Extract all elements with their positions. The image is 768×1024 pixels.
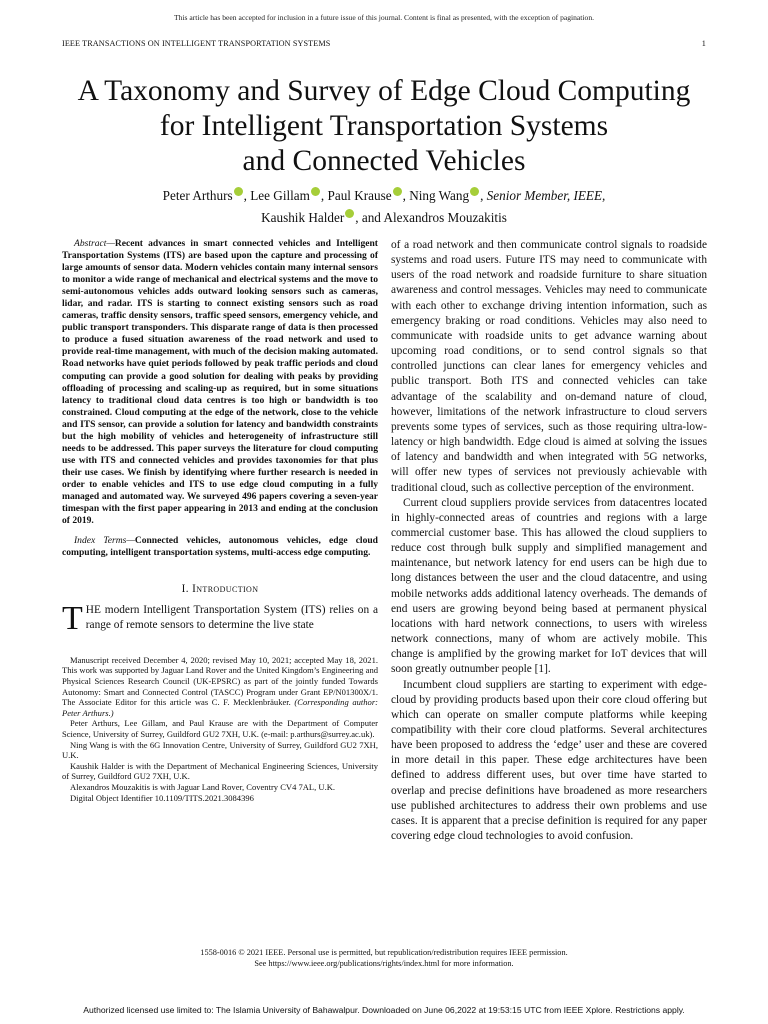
rights-link[interactable]: See https://www.ieee.org/publications/rights/index.html for more information.	[254, 958, 514, 968]
abstract-label: Abstract	[74, 238, 107, 249]
orcid-icon[interactable]	[345, 209, 354, 218]
author-membership: Senior Member, IEEE	[486, 188, 603, 203]
author-name: Lee Gillam	[250, 188, 310, 203]
orcid-icon[interactable]	[393, 187, 402, 196]
orcid-icon[interactable]	[234, 187, 243, 196]
footnote: Manuscript received December 4, 2020; revised May 10, 2021; accepted May 18, 2021. This work was supported by Jaguar Land Rover and the United Kingdom’s Engineering and Physical Sciences Research Council (UK-EPSRC) as part of the jointly funded Towards Autonomy: Smart and Connected Control (TASCC) Program under Grant EP/N01300X/1. The Associate Editor for this article was C. F. Mecklenbräuker. (Corresponding author: Peter Arthurs.)	[62, 654, 378, 718]
index-terms: Index Terms—Connected vehicles, autonomous vehicles, edge cloud computing, intelligent transportation systems, multi-access edge computing.	[62, 535, 378, 559]
abstract-text: Recent advances in smart connected vehicles and Intelligent Transportation Systems (ITS) are based upon the capture and processing of large amounts of sensor data. Modern vehicles contain many internal sensors to monitor a wide range of mechanical and electrical systems and the move to semi-autonomous vehicles adds outward looking sensors such as cameras, lidar, and radar. ITS is starting to connect existing sensors such as road cameras, traffic density sensors, traffic speed sensors, emergency vehicle, and public transport transponders. This disparate range of data is then processed to produce a fused situation awareness of the road network and used to provide real-time management, with much of the decision making automated. Road networks have quiet periods followed by peak traffic periods and cloud computing can provide a good solution for dealing with peaks by providing offloading of processing and scaling-up as required, but in some situations latency to traditional cloud data centres is too high or bandwidth is too constrained. Cloud computing at the edge of the network, close to the vehicle and ITS sensor, can provide a solution for latency and bandwidth constraints but the high mobility of vehicles and heterogeneity of infrastructure still needs to be addressed. This paper surveys the literature for cloud computing use with ITS and connected vehicles and provides taxonomies for that plus their use cases. We finish by identifying where further research is needed in order to enable vehicles and ITS to use edge cloud computing in a fully managed and automated way. We surveyed 496 papers covering a seven-year timespan with the first paper appearing in 2013 and ending at the conclusion of 2019.	[62, 238, 378, 527]
author-name: Ning Wang	[409, 188, 470, 203]
footnote: Ning Wang is with the 6G Innovation Centre, University of Surrey, Guildford GU2 7XH, U.K.	[62, 739, 378, 761]
title-line-3: and Connected Vehicles	[242, 145, 526, 177]
title-line-1: A Taxonomy and Survey of Edge Cloud Computing	[77, 75, 691, 107]
footnote: Peter Arthurs, Lee Gillam, and Paul Krause are with the Department of Computer Science, University of Surrey, Guildford GU2 7XH, U.K. (e-mail: p.arthurs@surrey.ac.uk).	[62, 718, 378, 740]
author-name: Peter Arthurs	[162, 188, 233, 203]
paper-title	[0, 74, 768, 179]
orcid-icon[interactable]	[311, 187, 320, 196]
section-heading: I. Introduction	[181, 583, 259, 596]
running-head	[62, 39, 706, 48]
body-paragraph: Current cloud suppliers provide services from datacentres located in highly-connected areas of countries and regions with a large commercial customer base. This has allowed the cloud suppliers to reduce cost through bulk supply and simplified management and maintenance, but network latency for end users can be high due to long distances between the user and the cloud datacentre, and using mobile networks adds additional latency overheads. The demands of end users are growing beyond being based at permanent physical locations with hard network connections, to users with wireless network connections, many of whom are actively mobile. This change is amplified by the growing market for IoT devices that will soon greatly outnumber people [1].	[391, 496, 707, 676]
abstract: Abstract—Recent advances in smart connected vehicles and Intelligent Transportation Systems (ITS) are based upon the capture and processing of large amounts of sensor data. Modern vehicles contain many internal sensors to monitor a wide range of mechanical and electrical systems and the move to semi-autonomous vehicles adds outward looking sensors such as cameras, lidar, and radar. ITS is starting to connect existing sensors such as road cameras, traffic density sensors, traffic speed sensors, emergency vehicle, and public transport transponders. This disparate range of data is then processed to produce a fused situation awareness of the road network and used to provide real-time management, with much of the decision making automated. Road networks have quiet periods followed by peak traffic periods and cloud computing can provide a good solution for dealing with peaks by providing offloading of processing and scaling-up as required, but in some situations latency to traditional cloud data centres is too high or bandwidth is too constrained. Cloud computing at the edge of the network, close to the vehicle and ITS sensor, can provide a solution for latency and bandwidth constraints but the high mobility of vehicles and heterogeneity of infrastructure still needs to be addressed. This paper surveys the literature for cloud computing use with ITS and connected vehicles and provides taxonomies for that plus their use cases. We finish by identifying where further research is needed in order to enable vehicles and ITS to use edge cloud computing in a fully managed and automated way. We surveyed 496 papers covering a seven-year timespan with the first paper appearing in 2013 and ending at the conclusion of 2019.	[62, 238, 378, 527]
title-line-2: for Intelligent Transportation Systems	[159, 110, 609, 142]
author-name: Kaushik Halder	[261, 210, 345, 225]
intro-paragraph: THE modern Intelligent Transportation System (ITS) relies on a range of remote sensors to determine the live state	[62, 599, 378, 637]
left-column	[62, 238, 378, 803]
page-number: 1	[701, 39, 706, 48]
footnote: Kaushik Halder is with the Department of Mechanical Engineering Sciences, University of Surrey, Guildford GU2 7XH, U.K.	[62, 760, 378, 782]
index-terms-label: Index Terms	[74, 535, 127, 547]
copyright-notice: 1558-0016 © 2021 IEEE. Personal use is permitted, but republication/redistribution requires IEEE permission. See https://www.ieee.org/publications/rights/index.html for more information.	[0, 948, 768, 969]
drop-cap: T	[62, 599, 83, 637]
author-line-2: Kaushik Halder , and Alexandros Mouzakitis	[261, 210, 507, 225]
doi: Digital Object Identifier 10.1109/TITS.2021.3084396	[70, 792, 254, 803]
license-footer: Authorized licensed use limited to: The Islamia University of Bahawalpur. Downloaded on June 06,2022 at 19:53:15 UTC from IEEE Xplore. Restrictions apply.	[83, 1005, 685, 1015]
journal-name: IEEE TRANSACTIONS ON INTELLIGENT TRANSPORTATION SYSTEMS	[62, 39, 331, 48]
footnotes	[62, 655, 378, 803]
footnote: Alexandros Mouzakitis is with Jaguar Land Rover, Coventry CV4 7AL, U.K.	[70, 781, 336, 792]
orcid-icon[interactable]	[470, 187, 479, 196]
author-name: Paul Krause	[327, 188, 392, 203]
section-title: Introduction	[192, 583, 259, 596]
index-terms-text: Connected vehicles, autonomous vehicles, edge cloud computing, intelligent transportation systems, multi-access edge computing.	[62, 535, 378, 559]
author-name: Alexandros Mouzakitis	[383, 210, 507, 225]
author-list	[0, 185, 768, 229]
corresponding-author: (Corresponding author: Peter Arthurs.)	[62, 697, 378, 718]
body-paragraph: Incumbent cloud suppliers are starting to experiment with edge-cloud by providing products based upon their core cloud offering but which can operate on smaller compute platforms while keeping compatibility with their core cloud platforms. Several architectures have been proposed to address the ‘edge’ user and these are covered in more detail in this paper. These edge architectures have been defined to address different uses, but over time have started to overlap and precise definitions have broadened as more researchers use published architectures to address their own problems and use cases. It is apparent that a precise definition is required for any paper covering edge cloud technologies to avoid confusion.	[391, 678, 707, 843]
body-paragraph: of a road network and then communicate control signals to roadside systems and road users. Future ITS may need to communicate with users of the road network and roadside furniture to share situation awareness and control messages. Vehicles may need to communicate with each other to exchange driving intention information, such as emergency braking or road conditions. Vehicles may also need to communicate with roadside units to get advance warning about upcoming road conditions, or to send control signals so that controlled junctions can clear lanes for emergency vehicles and public transport. Both ITS and connected vehicles can take advantage of the scalability and on-demand nature of cloud, however, limitations of the network infrastructure to cloud servers prevents some types of services, such as those requiring ultra-low-latency or high bandwidth. Edge cloud is aimed at solving the issues of latency and bandwidth and when integrated with 5G networks, will offer new types of services not previously achievable with traditional cloud, such as collective perception of the environment.	[391, 239, 707, 494]
author-line-1: Peter Arthurs , Lee Gillam , Paul Krause , Ning Wang , Senior Member, IEEE,	[162, 188, 606, 203]
right-column	[391, 238, 707, 844]
acceptance-notice: This article has been accepted for inclusion in a future issue of this journal. Content is final as presented, with the exception of pagination.	[173, 13, 595, 22]
